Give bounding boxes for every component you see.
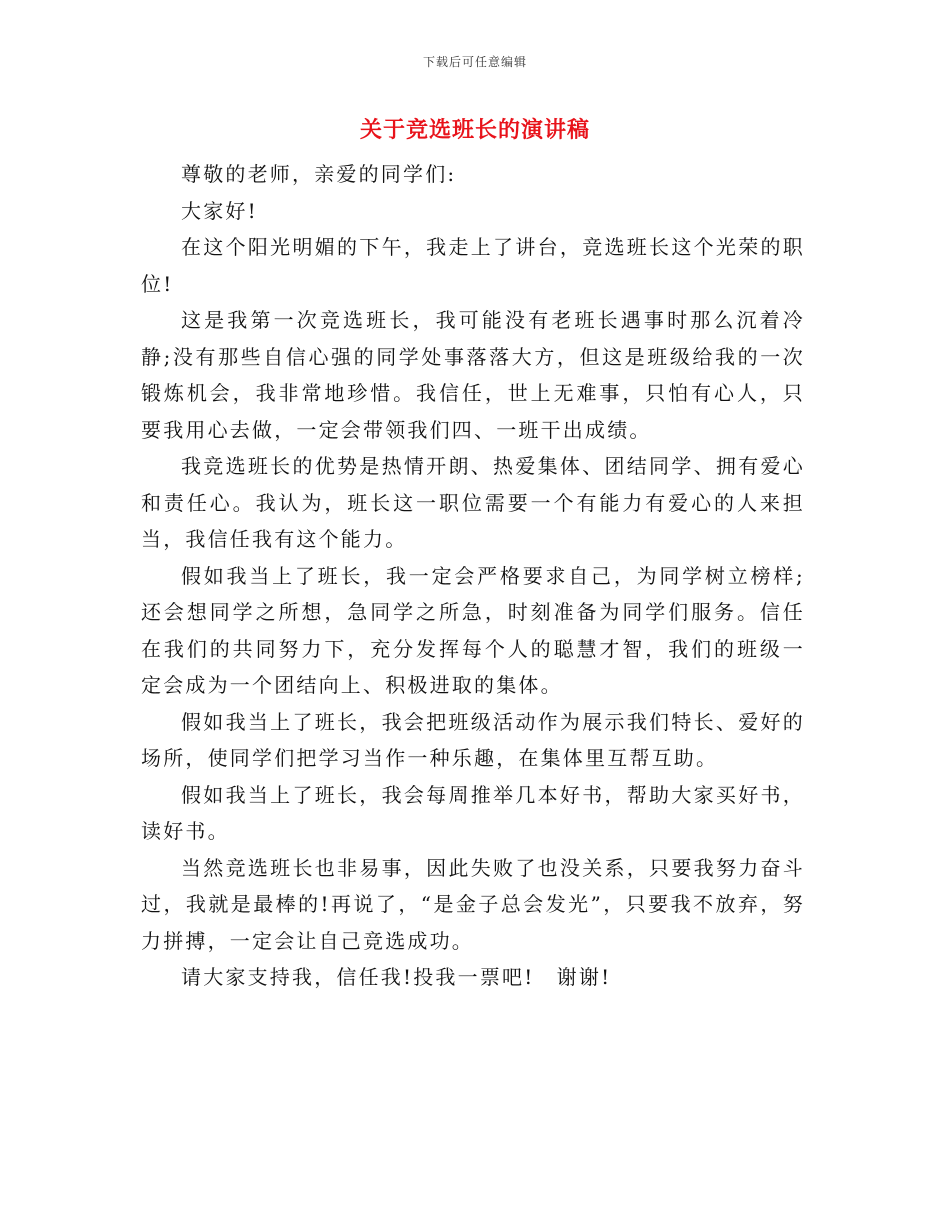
paragraph-plan-books: 假如我当上了班长，我会每周推举几本好书，帮助大家买好书，读好书。 (141, 782, 805, 843)
paragraph-advantages: 我竞选班长的优势是热情开朗、热爱集体、团结同学、拥有爱心和责任心。我认为，班长这一职位需要一个有能力有爱心的人来担当，我信任我有这个能力。 (141, 454, 805, 551)
paragraph-closing: 请大家支持我，信任我!投我一票吧! 谢谢! (181, 965, 612, 989)
document-title: 关于竞选班长的演讲稿 (359, 117, 590, 143)
paragraph-intro: 在这个阳光明媚的下午，我走上了讲台，竞选班长这个光荣的职位! (141, 235, 805, 296)
paragraph-greeting: 尊敬的老师，亲爱的同学们: (181, 162, 457, 186)
paragraph-plan-example: 假如我当上了班长，我一定会严格要求自己，为同学树立榜样;还会想同学之所想，急同学之所急，时刻准备为同学们服务。信任在我们的共同努力下，充分发挥每个人的聪慧才智，我们的班级一定会成为一个团结向上、积极进取的集体。 (141, 563, 805, 697)
document-body (141, 156, 805, 996)
header-note: 下载后可任意编辑 (422, 55, 527, 69)
paragraph-first-time: 这是我第一次竞选班长，我可能没有老班长遇事时那么沉着冷静;没有那些自信心强的同学处事落落大方，但这是班级给我的一次锻炼机会，我非常地珍惜。我信任，世上无难事，只怕有心人，只要我用心去做，一定会带领我们四、一班干出成绩。 (141, 308, 805, 442)
paragraph-hello: 大家好! (181, 198, 258, 223)
paragraph-attitude: 当然竞选班长也非易事，因此失败了也没关系，只要我努力奋斗过，我就是最棒的!再说了，“是金子总会发光”，只要我不放弃，努力拼搏，一定会让自己竞选成功。 (141, 855, 805, 953)
paragraph-plan-activities: 假如我当上了班长，我会把班级活动作为展示我们特长、爱好的场所，使同学们把学习当作一种乐趣，在集体里互帮互助。 (141, 709, 805, 770)
